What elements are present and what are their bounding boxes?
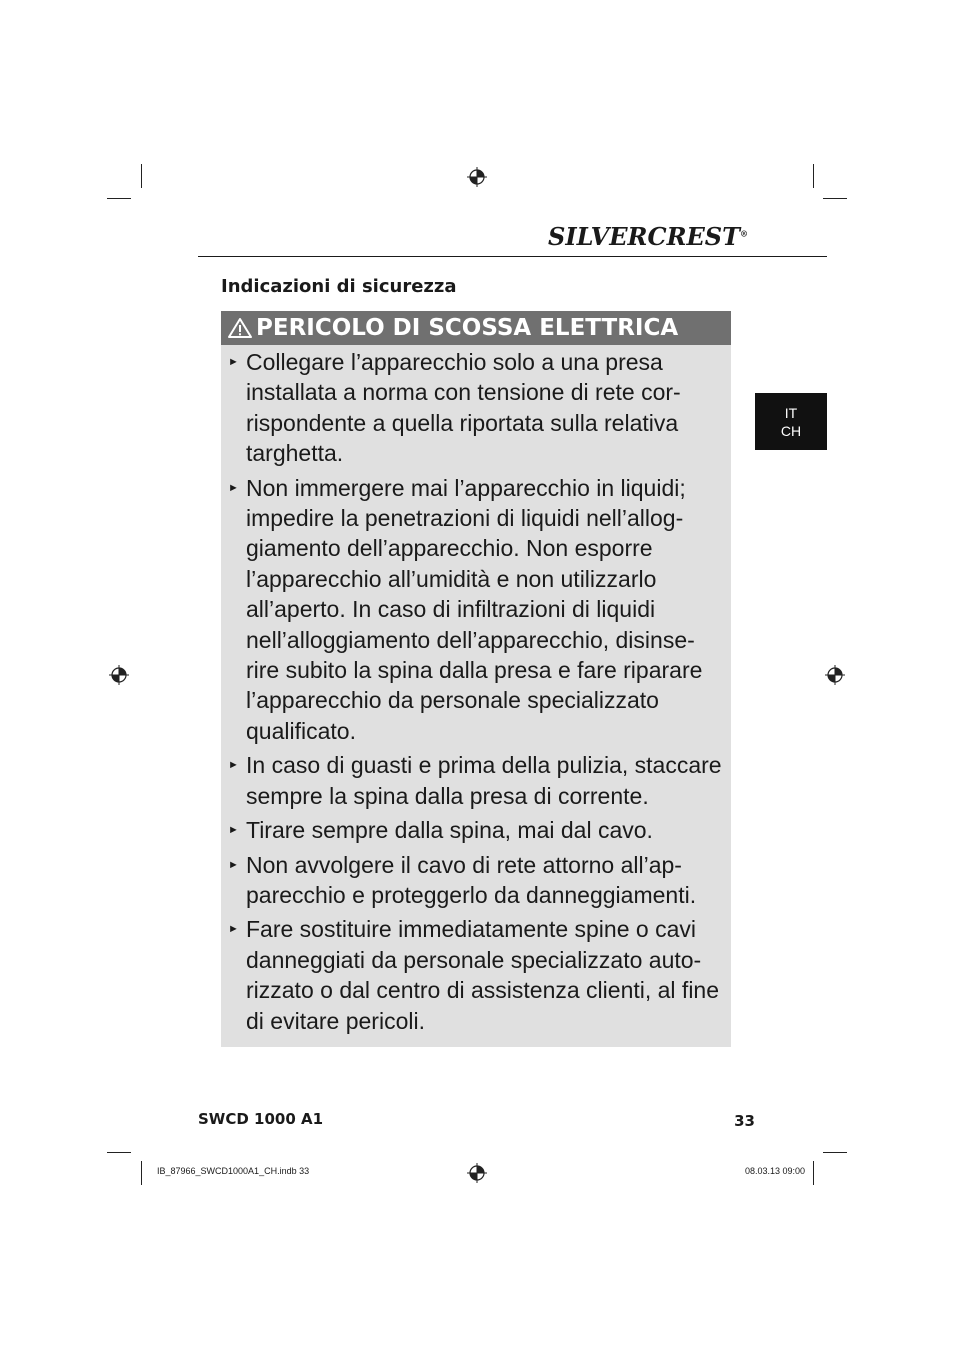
bullet-text-line: parecchio e proteggerlo da danneggiamenti. [246,881,697,908]
warning-bullet-list [221,347,731,1040]
warning-box [221,311,731,1047]
bullet-arrow-icon: ► [228,824,239,837]
bullet-text-line: rire subito la spina dalla presa e fare riparare [246,657,703,684]
registration-mark-icon [109,665,129,685]
registered-mark: ® [740,228,748,239]
bullet-arrow-icon: ► [228,858,239,871]
warning-header [221,311,731,345]
language-tab-line1: IT [784,404,798,421]
bullet-text-line: nell’alloggiamento dell’apparecchio, disinse- [246,626,695,653]
crop-mark [823,198,847,199]
bullet-text-line: installata a norma con tensione di rete cor- [246,379,681,406]
registration-mark-icon [467,1163,487,1183]
brand-logo [548,222,748,252]
crop-mark [141,164,142,188]
crop-mark [107,198,131,199]
bullet-text-line: di evitare pericoli. [246,1007,425,1034]
print-slug-datetime: 08.03.13 09:00 [744,1166,805,1176]
bullet-text-line: Non avvolgere il cavo di rete attorno all’ap- [246,851,682,878]
registration-mark-icon [467,167,487,187]
warning-bullet-item [221,347,731,469]
warning-triangle-icon [227,317,253,339]
warning-bullet-item [221,914,731,1036]
print-slug-file: IB_87966_SWCD1000A1_CH.indb 33 [157,1166,310,1176]
bullet-text-line: Fare sostituire immediatamente spine o cavi [246,916,696,943]
bullet-arrow-icon: ► [228,481,239,494]
bullet-text-line: targhetta. [246,440,344,467]
bullet-text-line: In caso di guasti e prima della pulizia, staccare [246,752,722,779]
bullet-text-line: sempre la spina dalla presa di corrente. [246,782,649,809]
bullet-text-line: rizzato o dal centro di assistenza clienti, al fine [246,977,720,1004]
bullet-text-line: giamento dell’apparecchio. Non esporre [246,535,653,562]
language-tab [755,393,827,450]
crop-mark [141,1161,142,1185]
bullet-text-line: all’aperto. In caso di infiltrazioni di liquidi [246,596,656,623]
bullet-arrow-icon: ► [228,759,239,772]
bullet-text-line: qualificato. [246,717,356,744]
bullet-arrow-icon: ► [228,356,239,368]
footer-model: SWCD 1000 A1 [198,1110,324,1128]
warning-bullet-item [221,815,731,845]
language-tab-line2: CH [780,422,802,439]
bullet-text-line: Collegare l’apparecchio solo a una presa [246,349,663,375]
header-rule [198,256,827,257]
crop-mark [107,1152,131,1153]
warning-bullet-item [221,473,731,747]
bullet-text-line: impedire la penetrazioni di liquidi nell’allog- [246,505,684,532]
page-number: 33 [734,1112,755,1130]
brand-logo-part1: SILVER [548,222,648,251]
registration-mark-icon [825,665,845,685]
warning-bullet-item [221,750,731,811]
crop-mark [813,1161,814,1185]
brand-logo-part2: CREST [647,222,740,251]
warning-bullet-item [221,850,731,911]
crop-mark [813,164,814,188]
crop-mark [823,1152,847,1153]
bullet-text-line: l’apparecchio all’umidità e non utilizzarlo [246,565,657,592]
bullet-text-line: danneggiati da personale specializzato auto- [246,946,702,973]
bullet-arrow-icon: ► [228,923,239,936]
bullet-text-line: l’apparecchio da personale specializzato [246,687,659,714]
bullet-text-line: Tirare sempre dalla spina, mai dal cavo. [246,817,653,844]
bullet-text-line: Non immergere mai l’apparecchio in liquidi; [246,474,686,501]
warning-title: PERICOLO DI SCOSSA ELETTRICA [256,315,679,341]
section-heading: Indicazioni di sicurezza [221,276,457,297]
bullet-text-line: rispondente a quella riportata sulla relativa [246,409,679,436]
